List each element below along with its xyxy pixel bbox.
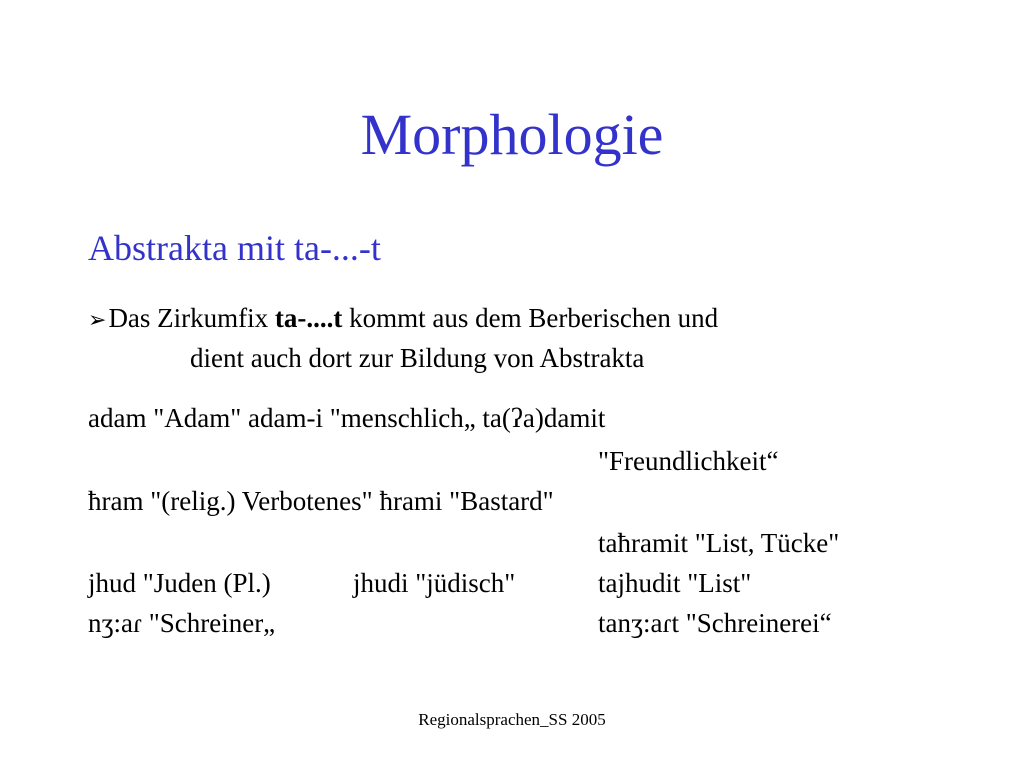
example-nzar: nʒ:aɾ "Schreiner„ (88, 608, 276, 638)
example-jhudi: jhudi "jüdisch" (353, 568, 516, 598)
bullet-text-after: kommt aus dem Berberischen und (342, 303, 719, 333)
slide-title: Morphologie (360, 102, 664, 167)
example-tanzart: tanʒ:aɾt "Schreinerei“ (598, 608, 832, 638)
example-gloss-tahramit: taħramit "List, Tücke" (598, 528, 840, 558)
bullet-point (88, 301, 718, 338)
slide-subtitle: Abstrakta mit ta-...-t (88, 228, 381, 268)
bullet-text-bold: ta-....t (274, 303, 343, 333)
example-row-hram: ħram "(relig.) Verbotenes" ħrami "Bastard" (88, 486, 554, 516)
example-gloss-freundlichkeit: "Freundlichkeit“ (598, 446, 779, 476)
bullet-continuation: dient auch dort zur Bildung von Abstrakta (190, 343, 645, 373)
example-row-adam: adam "Adam" adam-i "menschlich„ ta(ʔa)damit (88, 403, 606, 433)
slide-footer: Regionalsprachen_SS 2005 (418, 710, 606, 729)
example-jhud: jhud "Juden (Pl.) (88, 568, 271, 598)
bullet-text-before: Das Zirkumfix (108, 303, 275, 333)
arrow-bullet-icon: ➢ (88, 308, 107, 333)
example-tajhudit: tajhudit "List" (598, 568, 752, 598)
